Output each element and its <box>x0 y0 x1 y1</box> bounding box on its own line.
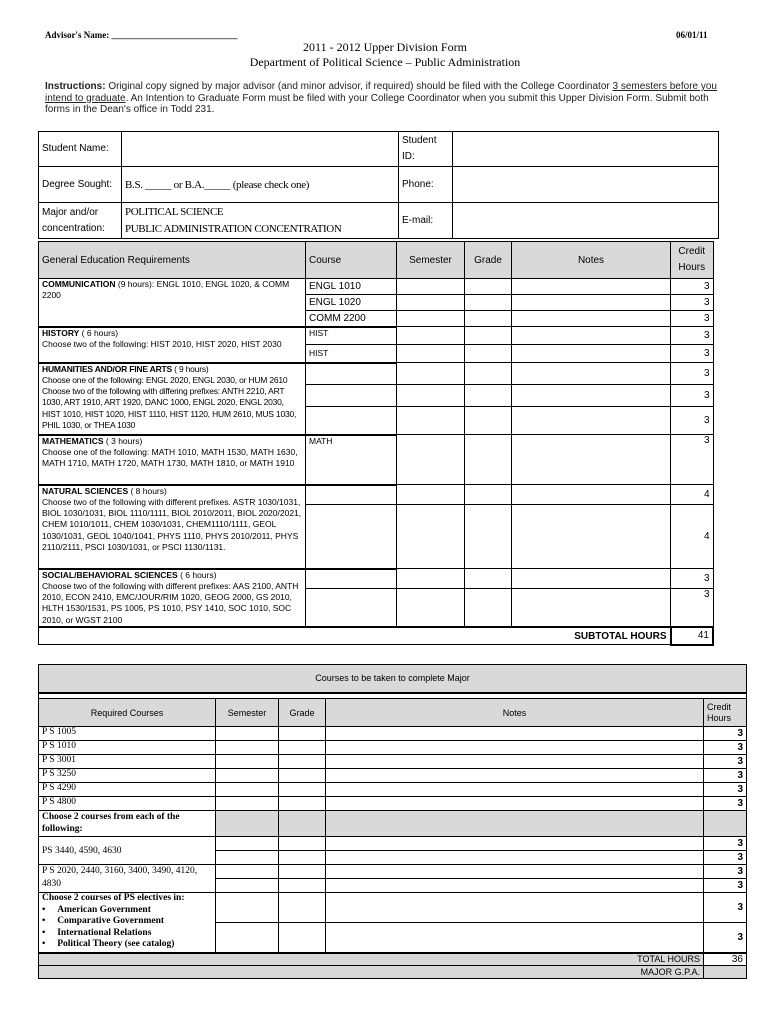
social-requirement <box>39 569 306 627</box>
course-cell[interactable] <box>306 385 397 407</box>
math-desc: Choose one of the following: MATH 1010, MATH 1530, MATH 1630, MATH 1710, MATH 1720, MATH 1730, MATH 1810, or MATH 1910 <box>42 446 298 469</box>
elective-item-label: American Government <box>57 904 151 915</box>
course-cell[interactable]: ENGL 1020 <box>306 295 397 311</box>
course-cell[interactable] <box>306 505 397 569</box>
total-hours-value: 36 <box>704 953 747 966</box>
credit-cell: 3 <box>671 295 714 311</box>
notes-cell[interactable] <box>326 923 704 953</box>
gen-ed-header-course: Course <box>306 242 397 279</box>
major-header-required: Required Courses <box>39 699 216 727</box>
elective-item: • Comparative Government <box>42 916 165 926</box>
credit-cell: 3 <box>671 569 714 589</box>
grade-cell[interactable] <box>465 295 512 311</box>
semester-cell[interactable] <box>216 755 279 769</box>
major-line1: POLITICAL SCIENCE <box>125 205 224 218</box>
semester-cell[interactable] <box>397 345 465 363</box>
major-label: Major and/or concentration: <box>39 203 122 239</box>
gen-ed-header-semester: Semester <box>397 242 465 279</box>
gen-ed-table <box>38 241 714 646</box>
grade-cell[interactable] <box>279 797 326 811</box>
notes-cell[interactable] <box>326 865 704 879</box>
notes-cell[interactable] <box>512 569 671 589</box>
grade-cell[interactable] <box>279 893 326 923</box>
semester-cell[interactable] <box>397 295 465 311</box>
semester-cell[interactable] <box>216 893 279 923</box>
grade-cell[interactable] <box>465 407 512 435</box>
semester-cell[interactable] <box>216 837 279 851</box>
shaded-cell <box>704 811 747 837</box>
course-cell[interactable]: HIST <box>306 327 397 345</box>
history-hours: ( 6 hours) <box>79 327 119 338</box>
major-gpa-value[interactable] <box>704 966 747 979</box>
course-cell[interactable] <box>306 485 397 505</box>
grade-cell[interactable] <box>279 879 326 893</box>
credit-cell: 3 <box>704 893 747 923</box>
semester-cell[interactable] <box>397 485 465 505</box>
notes-cell[interactable] <box>326 741 704 755</box>
grade-cell[interactable] <box>279 769 326 783</box>
semester-cell[interactable] <box>397 589 465 627</box>
table-row <box>39 741 747 755</box>
notes-cell[interactable] <box>326 783 704 797</box>
semester-cell[interactable] <box>397 569 465 589</box>
semester-cell[interactable] <box>397 407 465 435</box>
required-course: P S 3250 <box>39 769 216 783</box>
credit-cell: 3 <box>671 345 714 363</box>
notes-cell[interactable] <box>512 589 671 627</box>
social-title: SOCIAL/BEHAVIORAL SCIENCES <box>42 569 178 580</box>
history-desc: Choose two of the following: HIST 2010, HIST 2020, HIST 2030 <box>42 338 282 349</box>
humanities-desc2: Choose two of the following with differing prefixes: ANTH 2210, ART 1030, ART 1910, ART 1920, DANC 1000, ENGL 2020, ENGL 2030, HIST 1010, HIST 1020, HIST 1110, HIST 1120, HUM 2610, MUS 1030, PHIL 1030, or THEA 1030 <box>42 386 297 430</box>
student-id-label: Student ID: <box>399 132 453 167</box>
required-course: P S 4800 <box>39 797 216 811</box>
notes-cell[interactable] <box>326 769 704 783</box>
semester-cell[interactable] <box>216 865 279 879</box>
elective-item-label: Political Theory (see catalog) <box>57 939 175 949</box>
notes-cell[interactable] <box>326 851 704 865</box>
required-course: P S 1010 <box>39 741 216 755</box>
semester-cell[interactable] <box>216 923 279 953</box>
required-course: P S 1005 <box>39 727 216 741</box>
table-row <box>39 783 747 797</box>
subtotal-hours-value: 41 <box>671 627 714 645</box>
gen-ed-header-notes: Notes <box>512 242 671 279</box>
grade-cell[interactable] <box>465 589 512 627</box>
group2-courses: P S 2020, 2440, 3160, 3400, 3490, 4120, 4830 <box>39 865 216 893</box>
semester-cell[interactable] <box>397 311 465 327</box>
notes-cell[interactable] <box>326 837 704 851</box>
notes-cell[interactable] <box>512 435 671 485</box>
table-row <box>39 797 747 811</box>
form-date: 06/01/11 <box>676 30 708 40</box>
shaded-cell <box>326 811 704 837</box>
grade-cell[interactable] <box>279 755 326 769</box>
science-requirement <box>39 485 306 569</box>
semester-cell[interactable] <box>216 851 279 865</box>
science-title: NATURAL SCIENCES <box>42 485 129 496</box>
notes-cell[interactable] <box>326 727 704 741</box>
required-course: P S 3001 <box>39 755 216 769</box>
grade-cell[interactable] <box>279 837 326 851</box>
course-cell[interactable]: HIST <box>306 345 397 363</box>
credit-cell: 3 <box>671 385 714 407</box>
elective-item-label: Comparative Government <box>57 916 165 926</box>
course-cell[interactable]: MATH <box>306 435 397 485</box>
course-cell[interactable]: COMM 2200 <box>306 311 397 327</box>
semester-cell[interactable] <box>397 279 465 295</box>
credit-cell: 3 <box>704 879 747 893</box>
credit-cell: 3 <box>704 727 747 741</box>
grade-cell[interactable] <box>279 741 326 755</box>
semester-cell[interactable] <box>216 727 279 741</box>
major-header-grade: Grade <box>279 699 326 727</box>
elective-item: • American Government <box>42 904 151 915</box>
degree-options-field[interactable]: B.S. _____ or B.A._____ (please check one) <box>122 167 399 203</box>
advisor-name-label: Advisor's Name: ____________________________ <box>45 30 238 40</box>
major-line2: PUBLIC ADMINISTRATION CONCENTRATION <box>125 222 342 235</box>
notes-cell[interactable] <box>512 279 671 295</box>
email-field[interactable] <box>453 203 719 239</box>
major-gpa-label: MAJOR G.P.A. <box>39 966 704 979</box>
humanities-requirement <box>39 363 306 435</box>
elective-item-label: International Relations <box>57 927 152 938</box>
group1-courses: PS 3440, 4590, 4630 <box>39 837 216 865</box>
major-banner: Courses to be taken to complete Major <box>39 665 747 693</box>
table-row <box>39 755 747 769</box>
notes-cell[interactable] <box>512 311 671 327</box>
student-name-field[interactable] <box>122 132 399 167</box>
instructions-text1: Original copy signed by major advisor (and minor advisor, if required) should be filed with the College Coordinator <box>105 81 613 92</box>
electives-label: Choose 2 courses of PS electives in: <box>42 893 185 903</box>
social-hours: ( 6 hours) <box>177 569 217 580</box>
grade-cell[interactable] <box>465 435 512 485</box>
humanities-desc1: Choose one of the following: ENGL 2020, ENGL 2030, or HUM 2610 <box>42 374 288 385</box>
credit-cell: 3 <box>704 851 747 865</box>
credit-cell: 3 <box>671 311 714 327</box>
course-cell[interactable] <box>306 569 397 589</box>
instructions-label: Instructions: <box>45 81 106 92</box>
student-name-label: Student Name: <box>39 132 122 167</box>
notes-cell[interactable] <box>512 327 671 345</box>
student-info-table <box>38 131 719 239</box>
credit-cell: 3 <box>671 279 714 295</box>
notes-cell[interactable] <box>326 755 704 769</box>
major-table <box>38 664 747 979</box>
credit-cell: 3 <box>704 865 747 879</box>
notes-cell[interactable] <box>326 797 704 811</box>
notes-cell[interactable] <box>512 385 671 407</box>
grade-cell[interactable] <box>279 865 326 879</box>
gen-ed-header-requirements: General Education Requirements <box>39 242 306 279</box>
grade-cell[interactable] <box>465 385 512 407</box>
gen-ed-header-grade: Grade <box>465 242 512 279</box>
communication-desc: ENGL 1010, ENGL 1020, & COMM 2200 <box>42 279 290 301</box>
grade-cell[interactable] <box>465 345 512 363</box>
email-label: E-mail: <box>399 203 453 239</box>
history-requirement <box>39 327 306 363</box>
credit-cell: 3 <box>704 797 747 811</box>
grade-cell[interactable] <box>279 851 326 865</box>
semester-cell[interactable] <box>397 363 465 385</box>
table-row <box>39 727 747 741</box>
notes-cell[interactable] <box>512 295 671 311</box>
phone-field[interactable] <box>453 167 719 203</box>
major-header-credit-hours: Credit Hours <box>704 699 747 727</box>
humanities-title: HUMANITIES AND/OR FINE ARTS <box>42 363 172 374</box>
elective-item: • International Relations <box>42 927 152 938</box>
major-header-notes: Notes <box>326 699 704 727</box>
credit-cell: 4 <box>671 485 714 505</box>
grade-cell[interactable] <box>465 363 512 385</box>
science-desc: Choose two of the following with different prefixes. ASTR 1030/1031, BIOL 1030/1031, BIOL 1110/1111, BIOL 2010/2011, BIOL 2020/2021, CHEM 1010/1011, CHEM 1030/1031, CHEM1110/1111, GEOL 1030/1031, GEOL 1040/1041, PHYS 1110, PHYS 2010/2011, PHYS 2110/2111, PSCI 1030/1031, or PSCI 1130/1131. <box>42 496 302 552</box>
credit-cell: 3 <box>704 837 747 851</box>
notes-cell[interactable] <box>512 345 671 363</box>
grade-cell[interactable] <box>279 923 326 953</box>
grade-cell[interactable] <box>465 311 512 327</box>
elective-item: • Political Theory (see catalog) <box>42 939 175 949</box>
grade-cell[interactable] <box>465 279 512 295</box>
total-hours-label: TOTAL HOURS <box>39 953 704 966</box>
credit-cell: 3 <box>671 589 714 627</box>
course-cell[interactable] <box>306 589 397 627</box>
notes-cell[interactable] <box>512 407 671 435</box>
credit-cell: 3 <box>704 741 747 755</box>
notes-cell[interactable] <box>512 505 671 569</box>
communication-title: COMMUNICATION <box>42 279 116 289</box>
grade-cell[interactable] <box>279 783 326 797</box>
notes-cell[interactable] <box>512 363 671 385</box>
subtotal-hours-label: SUBTOTAL HOURS <box>39 627 671 645</box>
semester-cell[interactable] <box>216 879 279 893</box>
grade-cell[interactable] <box>279 727 326 741</box>
course-cell[interactable]: ENGL 1010 <box>306 279 397 295</box>
credit-cell: 3 <box>704 755 747 769</box>
credit-cell: 3 <box>671 363 714 385</box>
major-header-semester: Semester <box>216 699 279 727</box>
credit-cell: 3 <box>704 923 747 953</box>
course-cell[interactable] <box>306 407 397 435</box>
semester-cell[interactable] <box>397 435 465 485</box>
student-id-field[interactable] <box>453 132 719 167</box>
credit-cell: 3 <box>704 783 747 797</box>
credit-cell: 3 <box>704 769 747 783</box>
instructions-deadline: 3 semesters before you intend to graduate <box>45 81 717 104</box>
social-desc: Choose two of the following with different prefixes: AAS 2100, ANTH 2010, ECON 2410, EMC/JOUR/RIM 1020, GEOG 2000, GS 2010, HLTH 1530/1531, PS 1005, PS 1010, PSY 1410, SOC 1010, SOC 2010, or WGST 2100 <box>42 580 299 625</box>
course-cell[interactable] <box>306 363 397 385</box>
communication-requirement <box>39 279 306 327</box>
math-hours: ( 3 hours) <box>103 435 143 446</box>
humanities-hours: ( 9 hours) <box>171 363 209 374</box>
semester-cell[interactable] <box>397 505 465 569</box>
semester-cell[interactable] <box>216 783 279 797</box>
choose-groups-label: Choose 2 courses from each of the following: <box>39 811 216 837</box>
major-header-row <box>39 699 747 727</box>
grade-cell[interactable] <box>465 569 512 589</box>
semester-cell[interactable] <box>216 741 279 755</box>
shaded-cell <box>216 811 279 837</box>
grade-cell[interactable] <box>465 505 512 569</box>
degree-sought-label: Degree Sought: <box>39 167 122 203</box>
semester-cell[interactable] <box>397 327 465 345</box>
phone-label: Phone: <box>399 167 453 203</box>
gen-ed-header-row <box>39 242 714 279</box>
form-department: Department of Political Science – Public Administration <box>249 55 521 69</box>
grade-cell[interactable] <box>465 485 512 505</box>
instructions-text2: . An Intention to Graduate Form must be filed with your College Coordinator when you submit this Upper Division Form. Submit both forms in the Dean's office in Todd 231. <box>45 92 709 115</box>
table-row <box>39 769 747 783</box>
credit-cell: 3 <box>671 407 714 435</box>
history-title: HISTORY <box>42 327 80 338</box>
credit-cell: 3 <box>671 435 714 485</box>
semester-cell[interactable] <box>216 769 279 783</box>
credit-cell: 3 <box>671 327 714 345</box>
notes-cell[interactable] <box>326 893 704 923</box>
electives-cell <box>39 893 216 953</box>
math-requirement <box>39 435 306 485</box>
major-field[interactable] <box>122 203 399 239</box>
gen-ed-header-credit-hours: Credit Hours <box>671 242 714 279</box>
required-course: P S 4290 <box>39 783 216 797</box>
form-title: 2011 - 2012 Upper Division Form <box>303 40 467 54</box>
credit-cell: 4 <box>671 505 714 569</box>
instructions <box>45 81 725 116</box>
math-title: MATHEMATICS <box>42 435 104 446</box>
notes-cell[interactable] <box>512 485 671 505</box>
communication-hours: (9 hours): <box>115 279 157 289</box>
science-hours: ( 8 hours) <box>128 485 167 496</box>
semester-cell[interactable] <box>397 385 465 407</box>
notes-cell[interactable] <box>326 879 704 893</box>
grade-cell[interactable] <box>465 327 512 345</box>
semester-cell[interactable] <box>216 797 279 811</box>
shaded-cell <box>279 811 326 837</box>
